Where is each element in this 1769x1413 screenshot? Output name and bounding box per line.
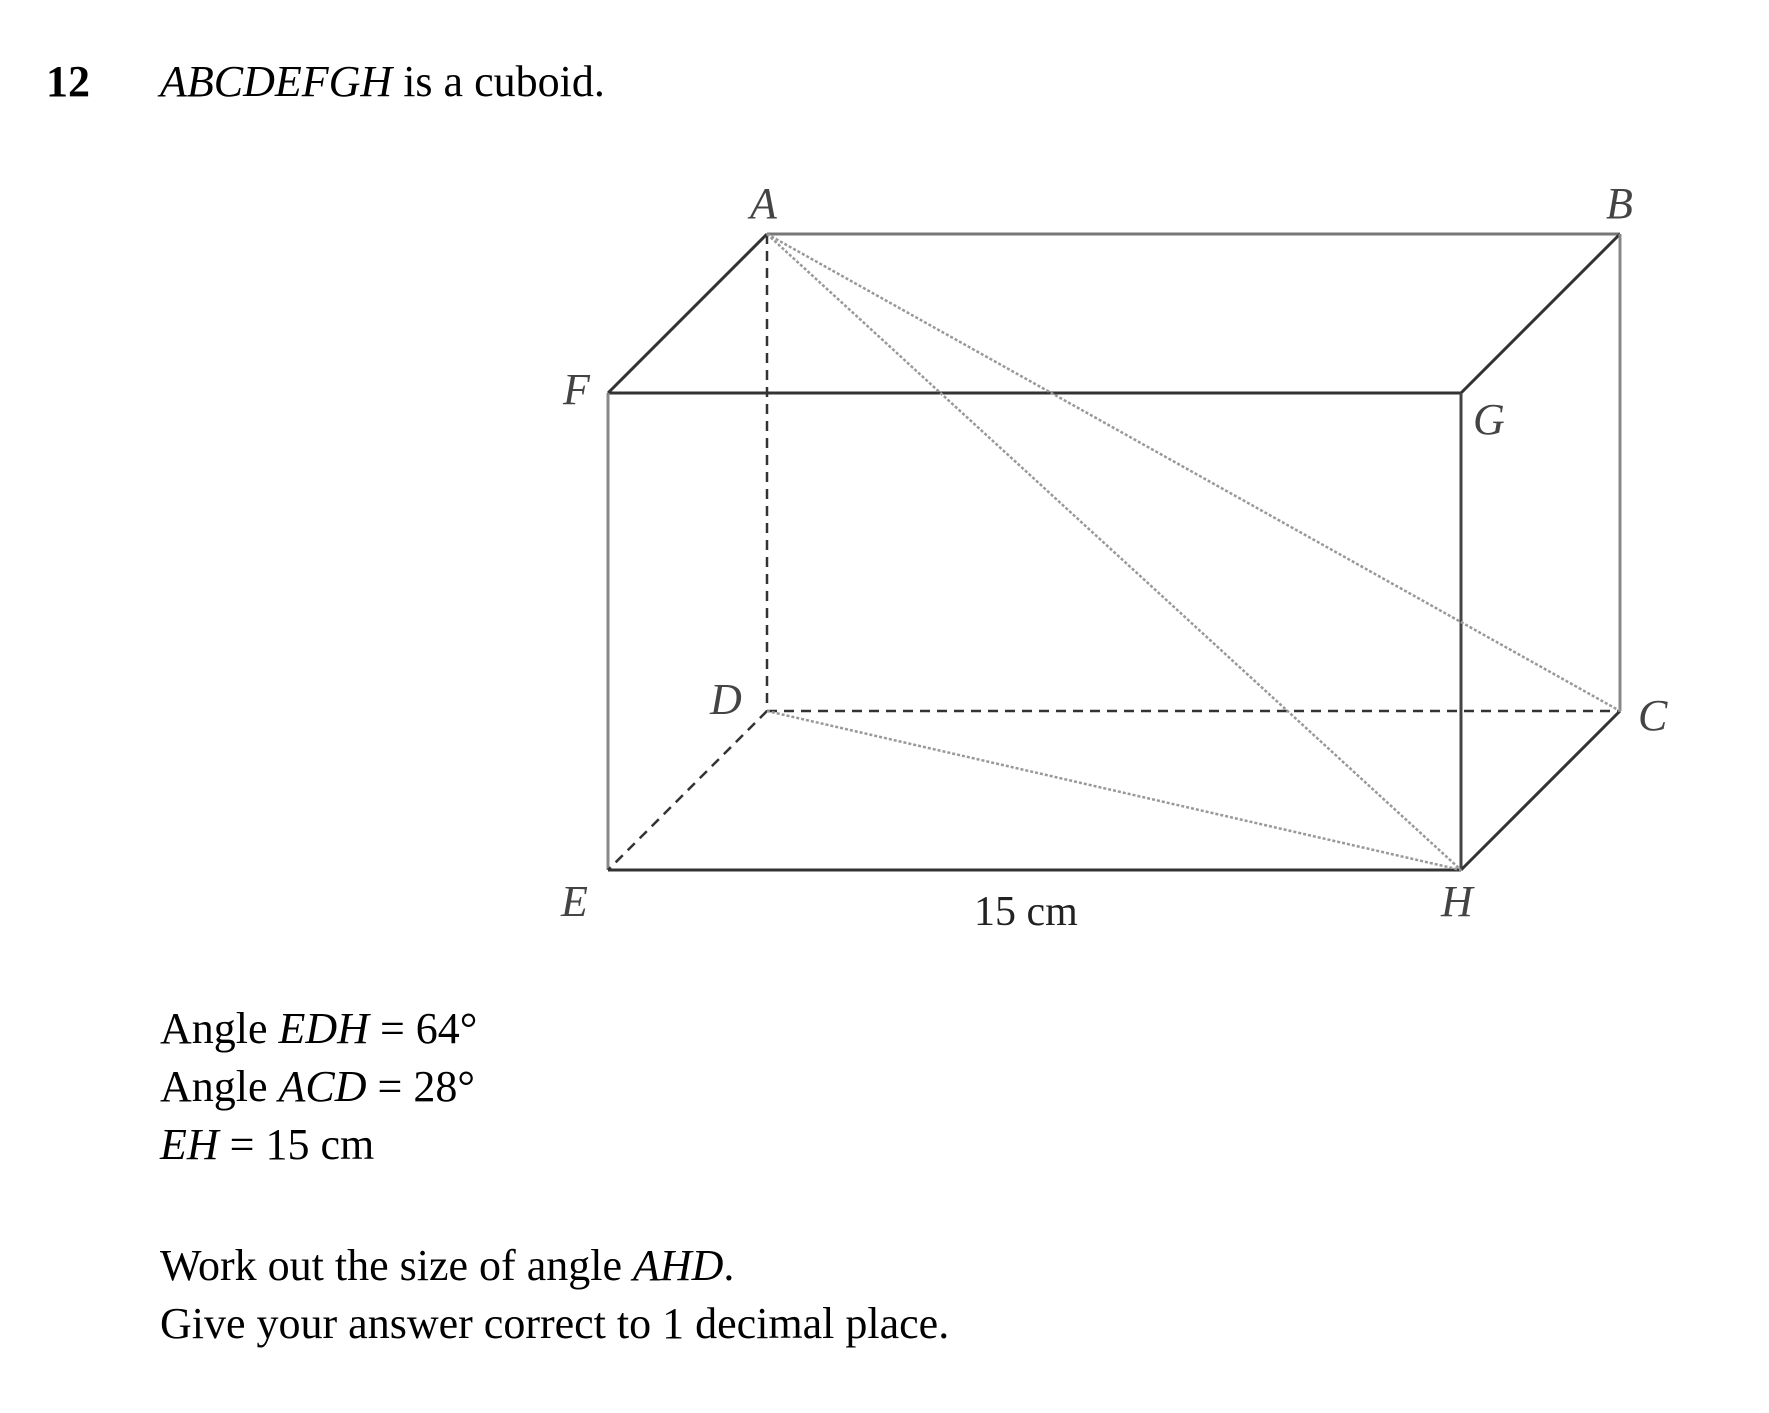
task-angle-name: AHD: [632, 1241, 724, 1290]
vertex-label-f: F: [563, 365, 590, 414]
given-name: ACD: [278, 1062, 367, 1111]
edge-eh-length-label: 15 cm: [974, 889, 1078, 935]
given-value: = 15 cm: [218, 1120, 375, 1169]
given-prefix: Angle: [160, 1062, 279, 1111]
given-name: EDH: [278, 1004, 369, 1053]
given-name: EH: [160, 1120, 219, 1169]
vertex-label-a: A: [750, 179, 777, 228]
given-line-1: [160, 1000, 477, 1058]
task-line-1: [160, 1237, 949, 1295]
given-value: = 28°: [366, 1062, 475, 1111]
intro-text: is a cuboid.: [392, 57, 605, 106]
task-line-2: Give your answer correct to 1 decimal place.: [160, 1299, 950, 1348]
diagonal-ac: [767, 234, 1620, 711]
given-line-2: [160, 1058, 477, 1116]
task-instructions: [160, 1237, 949, 1353]
given-information: [160, 1000, 477, 1174]
vertex-label-h: H: [1441, 877, 1473, 926]
question-number: 12: [46, 57, 90, 106]
edge-de: [608, 711, 767, 870]
edge-ch: [1461, 711, 1620, 870]
vertex-label-b: B: [1606, 179, 1633, 228]
edge-af: [608, 234, 767, 393]
edge-bg: [1461, 234, 1620, 393]
task-prefix: Work out the size of angle: [160, 1241, 633, 1290]
diagonal-ah: [767, 234, 1461, 870]
vertex-label-c: C: [1638, 691, 1668, 740]
given-value: = 64°: [368, 1004, 478, 1053]
vertex-label-e: E: [561, 877, 588, 926]
task-suffix: .: [723, 1241, 735, 1290]
diagonals: [767, 234, 1620, 870]
vertex-label-d: D: [710, 675, 742, 724]
vertex-label-g: G: [1473, 395, 1505, 444]
diagonal-dh: [767, 711, 1461, 870]
given-prefix: Angle: [160, 1004, 279, 1053]
given-line-3: [160, 1116, 477, 1174]
cuboid-name: ABCDEFGH: [160, 57, 393, 106]
